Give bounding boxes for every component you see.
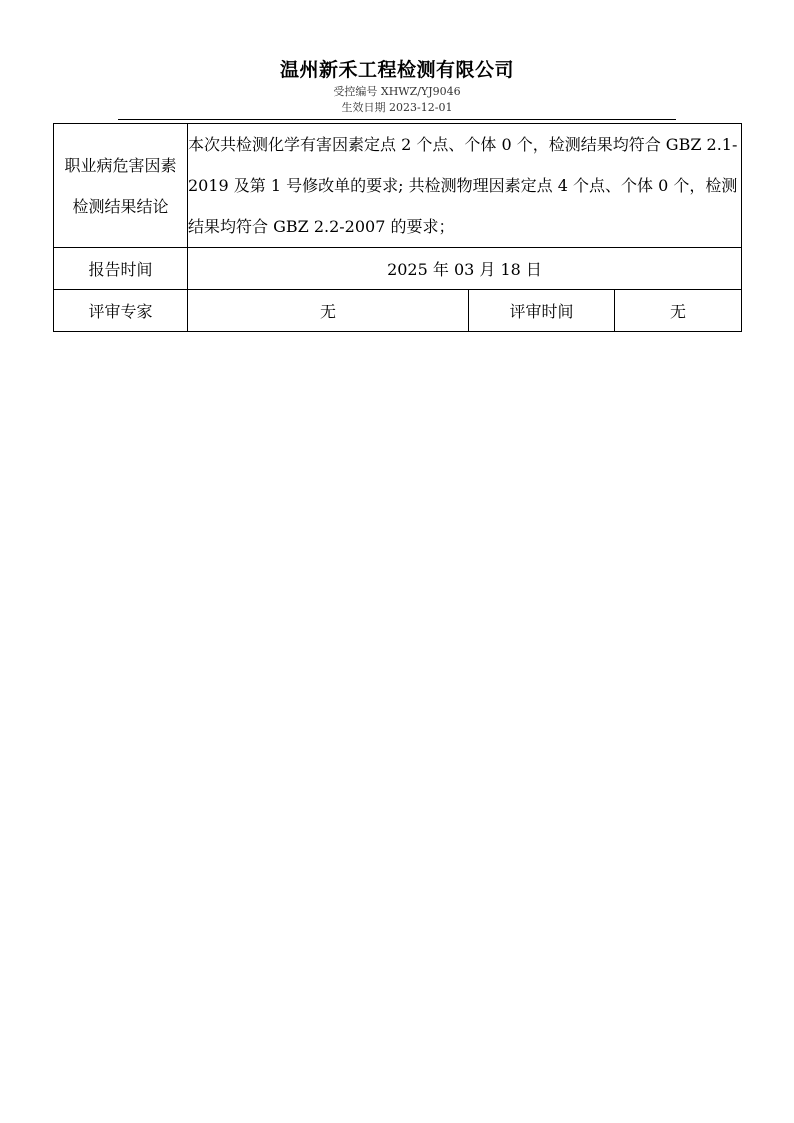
report-time-value: 2025 年 03 月 18 日	[188, 248, 742, 290]
conclusion-text: 本次共检测化学有害因素定点 2 个点、个体 0 个，检测结果均符合 GBZ 2.1-2019 及第 1 号修改单的要求; 共检测物理因素定点 4 个点、个体 0 个，检测结果均符合 GBZ 2.2-2007 的要求；	[188, 124, 742, 248]
header-divider	[118, 119, 676, 120]
review-time-label: 评审时间	[469, 290, 615, 332]
company-title: 温州新禾工程检测有限公司	[279, 59, 514, 81]
reviewer-value: 无	[188, 290, 469, 332]
report-time-row	[54, 248, 742, 290]
report-time-label: 报告时间	[54, 248, 188, 290]
conclusion-label: 职业病危害因素检测结果结论	[64, 155, 177, 216]
document-header	[0, 56, 794, 116]
review-time-value: 无	[615, 290, 742, 332]
effective-date: 生效日期 2023-12-01	[341, 101, 453, 114]
control-number: 受控编号 XHWZ/YJ9046	[333, 85, 461, 98]
conclusion-label-cell	[54, 124, 188, 248]
conclusion-row	[54, 124, 742, 248]
reviewer-label: 评审专家	[54, 290, 188, 332]
review-row	[54, 290, 742, 332]
report-table	[53, 123, 742, 332]
